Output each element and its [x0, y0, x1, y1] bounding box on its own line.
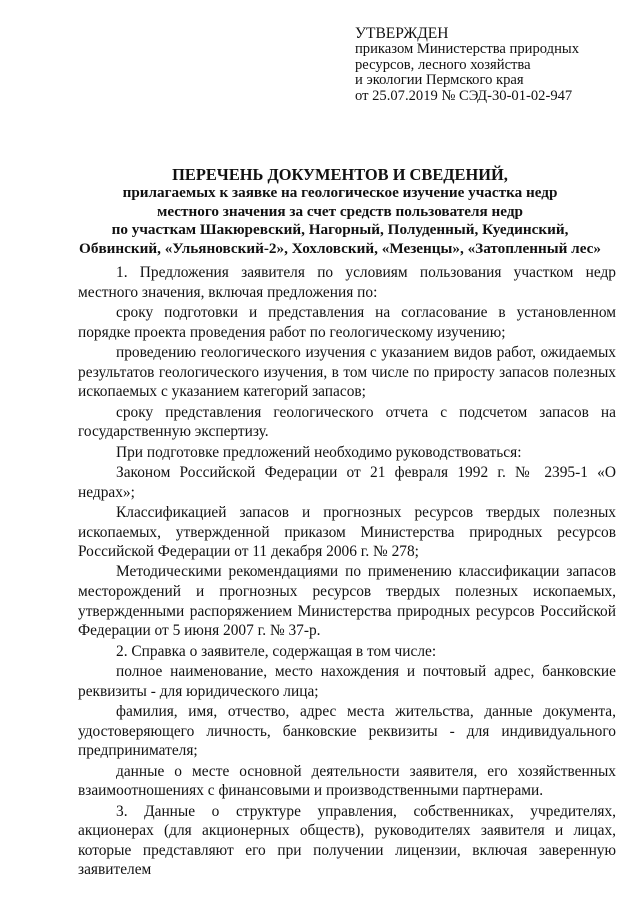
paragraph: 2. Справка о заявителе, содержащая в том числе:	[116, 642, 437, 660]
paragraph: фамилия, имя, отчество, адрес места жительства, данные документа, удостоверяющего личность, банковские реквизиты - для индивидуального предпринимателя;	[78, 703, 616, 760]
title-line: прилагаемых к заявке на геологическое изучение участка недр	[122, 184, 558, 202]
paragraph: 1. Предложения заявителя по условиям пользования участком недр местного значения, включая предложения по:	[78, 264, 616, 301]
document-title	[60, 166, 620, 258]
approval-line: ресурсов, лесного хозяйства	[355, 56, 531, 73]
approval-line: приказом Министерства природных	[355, 41, 579, 57]
approval-line: от 25.07.2019 № СЭД-30-01-02-947	[355, 87, 573, 104]
paragraph: При подготовке предложений необходимо руководствоваться:	[116, 443, 522, 461]
paragraph: Законом Российской Федерации от 21 февраля 1992 г. № 2395-1 «О недрах»;	[78, 463, 616, 501]
title-line: ПЕРЕЧЕНЬ ДОКУМЕНТОВ И СВЕДЕНИЙ,	[172, 165, 508, 184]
paragraph: полное наименование, место нахождения и почтовый адрес, банковские реквизиты - для юридического лица;	[78, 663, 616, 700]
approval-heading: УТВЕРЖДЕН	[355, 25, 449, 42]
paragraph: Классификацией запасов и прогнозных ресурсов твердых полезных ископаемых, утвержденной приказом Министерства природных ресурсов Российской Федерации от 11 декабря 2006 г. № 278;	[78, 503, 616, 561]
title-line: местного значения за счет средств пользователя недр	[157, 202, 523, 220]
paragraph: сроку представления геологического отчета с подсчетом запасов на государственную экспертизу.	[78, 403, 616, 441]
paragraph: данные о месте основной деятельности заявителя, его хозяйственных взаимоотношениях с финансовыми и производственными партнерами.	[78, 762, 616, 800]
paragraph: Методическими рекомендациями по применению классификации запасов месторождений и прогнозных ресурсов твердых полезных ископаемых, утвержденными распоряжением Министерства природных ресурсов Российской Федерации от 5 июня 2007 г. № 37-р.	[78, 563, 616, 640]
paragraph: сроку подготовки и представления на согласование в установленном порядке проекта проведения работ по геологическому изучению;	[78, 303, 616, 341]
title-line: Обвинский, «Ульяновский-2», Хохловский, «Мезенцы», «Затопленный лес»	[79, 239, 601, 257]
paragraph: проведению геологического изучения с указанием видов работ, ожидаемых результатов геологического изучения, в том числе по приросту запасов полезных ископаемых с указанием категорий запасов;	[78, 343, 616, 401]
paragraph: 3. Данные о структуре управления, собственниках, учредителях, акционерах (для акционерных обществ), руководителях заявителя и лицах, которые представляют его при получении лицензии, включая заверенную заявителем	[78, 802, 616, 879]
document-body	[78, 263, 616, 881]
title-line: по участкам Шакюревский, Нагорный, Полуденный, Куединский,	[111, 221, 569, 239]
approval-line: и экологии Пермского края	[355, 72, 524, 88]
approval-stamp	[355, 26, 625, 104]
